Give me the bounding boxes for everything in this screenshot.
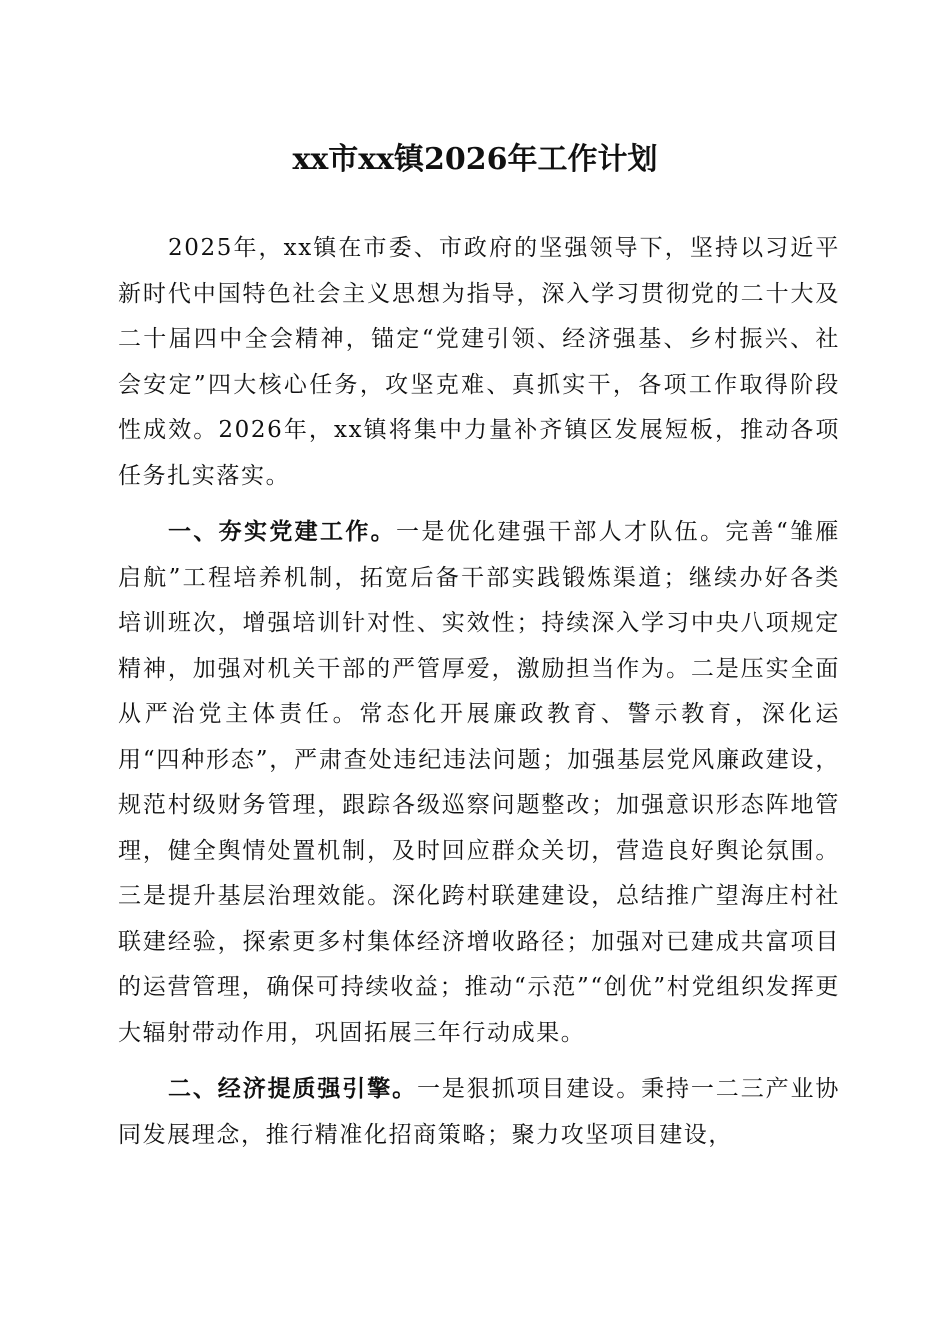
section-paragraph-economy [118,1066,840,1158]
section-paragraph-party-building [118,509,840,1056]
section-text-economy: 一是狠抓项目建设。秉持一二三产业协同发展理念，推行精准化招商策略；聚力攻坚项目建设， [118,1076,840,1148]
document-body [118,226,840,1168]
section-heading-party-building: 一、夯实党建工作。 [168,518,396,545]
section-text-party-building: 一是优化建强干部人才队伍。完善“雏雁启航”工程培养机制，拓宽后备干部实践锻炼渠道；继续办好各类培训班次，增强培训针对性、实效性；持续深入学习中央八项规定精神，加强对机关干部的严管厚爱，激励担当作为。二是压实全面从严治党主体责任。常态化开展廉政教育、警示教育，深化运用“四种形态”，严肃查处违纪违法问题；加强基层党风廉政建设，规范村级财务管理，跟踪各级巡察问题整改；加强意识形态阵地管理，健全舆情处置机制，及时回应群众关切，营造良好舆论氛围。三是提升基层治理效能。深化跨村联建建设，总结推广望海庄村社联建经验，探索更多村集体经济增收路径；加强对已建成共富项目的运营管理，确保可持续收益；推动“示范”“创优”村党组织发挥更大辐射带动作用，巩固拓展三年行动成果。 [118,519,841,1046]
intro-paragraph: 2025年，xx镇在市委、市政府的坚强领导下，坚持以习近平新时代中国特色社会主义思想为指导，深入学习贯彻党的二十大及二十届四中全会精神，锚定“党建引领、经济强基、乡村振兴、社会安定”四大核心任务，攻坚克难、真抓实干，各项工作取得阶段性成效。2026年，xx镇将集中力量补齐镇区发展短板，推动各项任务扎实落实。 [118,235,840,489]
section-heading-economy: 二、经济提质强引擎。 [168,1075,417,1102]
document-title: xx市xx镇2026年工作计划 [292,142,658,177]
